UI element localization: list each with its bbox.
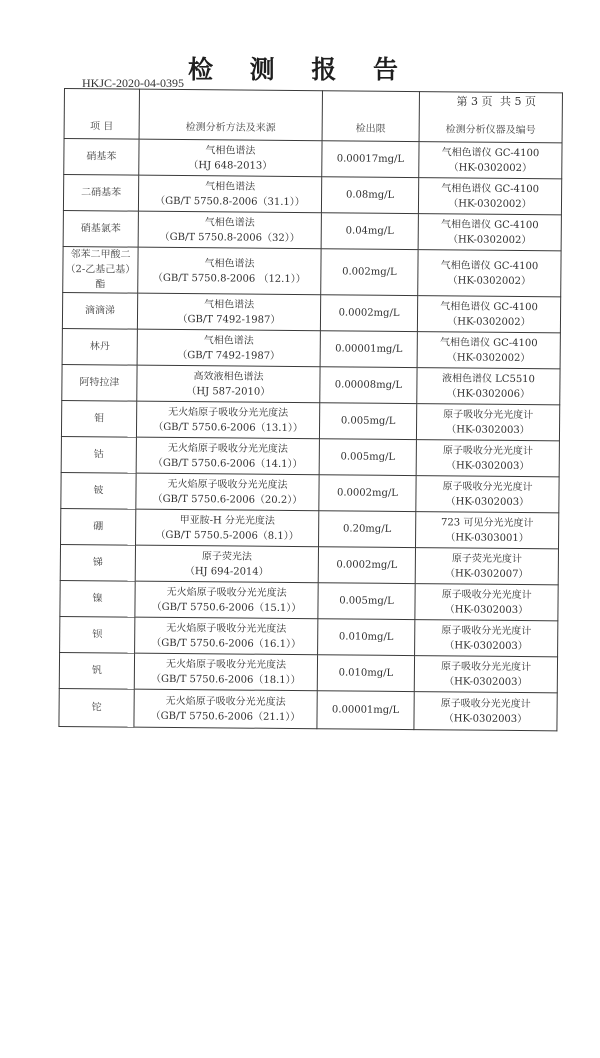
cell-method	[137, 365, 320, 403]
cell-detection-limit: 0.20mg/L	[319, 511, 416, 548]
method-standard: （GB/T 5750.6-2006（15.1））	[151, 601, 302, 614]
page-current: 第 3 页	[456, 95, 493, 108]
method-name: 气相色谱法	[205, 180, 256, 193]
instrument-number: （HK-0302002）	[448, 161, 533, 174]
cell-instrument	[418, 250, 561, 297]
method-standard: （GB/T 5750.6-2006（18.1））	[150, 673, 301, 686]
method-name: 气相色谱法	[205, 144, 256, 157]
instrument-number: （HK-0302003）	[444, 675, 528, 688]
instrument-name: 原子荧光光度计	[451, 552, 522, 565]
cell-method	[138, 211, 321, 249]
table-row	[63, 210, 561, 250]
cell-instrument	[418, 178, 561, 215]
instrument-name: 原子吸收分光光度计	[441, 588, 532, 601]
table-row	[60, 580, 558, 620]
cell-method	[139, 139, 322, 177]
instrument-number: （HK-0302003）	[444, 639, 528, 652]
table-row	[60, 544, 558, 584]
cell-detection-limit: 0.00001mg/L	[320, 331, 417, 368]
cell-method	[138, 175, 321, 213]
report-title: 检 测 报 告	[187, 55, 413, 84]
cell-item: 钼	[61, 400, 136, 437]
cell-detection-limit: 0.00001mg/L	[317, 691, 414, 730]
cell-method	[135, 545, 318, 583]
instrument-name: 液相色谱仪 LC5510	[441, 372, 535, 385]
cell-method	[134, 689, 317, 729]
cell-item: 硼	[61, 508, 136, 545]
method-name: 原子荧光法	[201, 550, 252, 563]
method-name: 无火焰原子吸收分光光度法	[166, 622, 287, 635]
cell-instrument	[416, 476, 559, 513]
method-name: 气相色谱法	[204, 257, 255, 270]
report-number: HKJC-2020-04-0395	[82, 76, 184, 90]
cell-detection-limit: 0.00017mg/L	[322, 141, 419, 178]
page-total: 共 5 页	[500, 95, 536, 108]
instrument-number: （HK-0302002）	[448, 197, 532, 210]
instrument-number: （HK-0302003）	[444, 603, 529, 616]
cell-instrument	[415, 584, 558, 621]
cell-detection-limit: 0.005mg/L	[318, 583, 415, 620]
table-body	[59, 139, 562, 731]
method-standard: （GB/T 5750.6-2006（20.2））	[152, 493, 303, 506]
method-standard: （GB/T 5750.6-2006（21.1））	[150, 710, 301, 723]
instrument-number: （HK-0302003）	[443, 712, 528, 725]
cell-item: 钡	[60, 616, 135, 653]
method-standard: （GB/T 5750.8-2006（32））	[159, 231, 300, 244]
cell-detection-limit: 0.04mg/L	[321, 213, 418, 250]
cell-item: 锑	[60, 544, 135, 581]
table-row	[62, 292, 560, 332]
table-row	[60, 616, 558, 656]
cell-instrument	[416, 440, 559, 477]
method-standard: （GB/T 5750.8-2006（31.1））	[155, 195, 305, 208]
method-name: 无火焰原子吸收分光光度法	[166, 586, 287, 599]
method-standard: （GB/T 5750.6-2006（16.1））	[151, 637, 302, 650]
cell-instrument	[419, 142, 562, 179]
cell-item: 硝基苯	[64, 139, 139, 176]
method-standard: （GB/T 5750.6-2006（14.1））	[152, 457, 303, 470]
cell-item: 铍	[61, 472, 136, 509]
cell-detection-limit: 0.0002mg/L	[318, 547, 415, 584]
cell-item: 滴滴涕	[62, 292, 137, 329]
instrument-number: （HK-0302007）	[445, 567, 529, 580]
method-name: 无火焰原子吸收分光光度法	[168, 406, 289, 419]
instrument-name: 原子吸收分光光度计	[441, 624, 532, 637]
cell-instrument	[414, 656, 557, 693]
instrument-name: 723 可见分光光度计	[441, 516, 534, 529]
column-header-instrument: 检测分析仪器及编号	[419, 92, 562, 143]
instrument-name: 气相色谱仪 GC-4100	[441, 146, 540, 159]
instrument-name: 气相色谱仪 GC-4100	[440, 300, 538, 313]
table-row	[61, 508, 559, 548]
table-row	[64, 139, 562, 179]
instrument-name: 原子吸收分光光度计	[440, 660, 532, 673]
cell-instrument	[416, 404, 559, 441]
instrument-name: 原子吸收分光光度计	[443, 408, 534, 421]
method-name: 无火焰原子吸收分光光度法	[165, 695, 286, 708]
cell-instrument	[415, 548, 558, 585]
column-header-method: 检测分析方法及来源	[139, 89, 322, 141]
cell-instrument	[414, 692, 557, 731]
instrument-name: 气相色谱仪 GC-4100	[441, 182, 540, 195]
method-name: 气相色谱法	[203, 334, 254, 347]
cell-item: 铊	[59, 688, 134, 727]
instrument-name: 气相色谱仪 GC-4100	[440, 259, 539, 272]
table-row	[59, 652, 557, 692]
instrument-name: 原子吸收分光光度计	[440, 697, 531, 710]
instrument-name: 原子吸收分光光度计	[442, 444, 533, 457]
cell-instrument	[415, 620, 558, 657]
instrument-name: 原子吸收分光光度计	[442, 480, 533, 493]
method-standard: （HJ 587-2010）	[186, 385, 271, 398]
instrument-number: （HK-0303001）	[445, 531, 529, 544]
cell-method	[136, 509, 319, 547]
column-header-item: 项 目	[64, 89, 139, 140]
cell-method	[137, 293, 320, 331]
cell-item: 钒	[59, 652, 134, 689]
cell-method	[138, 247, 321, 295]
cell-detection-limit: 0.00008mg/L	[320, 367, 417, 404]
method-name: 高效液相色谱法	[193, 370, 264, 383]
table-row	[62, 364, 560, 404]
instrument-name: 气相色谱仪 GC-4100	[439, 336, 538, 349]
method-standard: （GB/T 7492-1987）	[177, 349, 281, 362]
instrument-number: （HK-0302002）	[447, 315, 531, 328]
instrument-number: （HK-0302002）	[446, 351, 531, 364]
cell-item: 二硝基苯	[63, 175, 138, 212]
method-standard: （HJ 648-2013）	[188, 159, 273, 172]
method-standard: （GB/T 7492-1987）	[177, 313, 281, 326]
cell-detection-limit: 0.002mg/L	[321, 249, 418, 296]
cell-detection-limit: 0.0002mg/L	[319, 475, 416, 512]
method-name: 气相色谱法	[204, 216, 255, 229]
table-row	[63, 175, 561, 215]
instrument-number: （HK-0302003）	[445, 495, 530, 508]
cell-method	[135, 617, 318, 655]
cell-instrument	[417, 332, 560, 369]
cell-method	[136, 473, 319, 511]
instrument-number: （HK-0302006）	[446, 387, 531, 400]
cell-instrument	[418, 214, 561, 251]
test-methods-table	[58, 88, 563, 731]
instrument-number: （HK-0302003）	[445, 459, 530, 472]
cell-instrument	[416, 512, 559, 549]
cell-item: 钴	[61, 436, 136, 473]
method-standard: （GB/T 5750.6-2006（13.1））	[153, 421, 303, 434]
method-name: 甲亚胺-H 分光光度法	[179, 514, 275, 527]
instrument-name: 气相色谱仪 GC-4100	[440, 218, 539, 231]
cell-instrument	[417, 296, 560, 333]
method-name: 气相色谱法	[204, 298, 255, 311]
cell-detection-limit: 0.010mg/L	[318, 619, 415, 656]
table-row	[59, 688, 557, 730]
table-row	[61, 436, 559, 476]
cell-item: 邻苯二甲酸二（2-乙基己基）酯	[63, 246, 138, 293]
cell-method	[136, 401, 319, 439]
cell-detection-limit: 0.005mg/L	[319, 403, 416, 440]
instrument-number: （HK-0302002）	[447, 274, 532, 287]
cell-method	[134, 653, 317, 691]
cell-detection-limit: 0.08mg/L	[321, 177, 418, 214]
cell-item: 硝基氯苯	[63, 210, 138, 247]
cell-item: 镍	[60, 580, 135, 617]
cell-method	[137, 329, 320, 367]
cell-method	[136, 437, 319, 475]
table-row	[62, 328, 560, 368]
table-row	[61, 400, 559, 440]
table-header-row	[64, 89, 562, 143]
method-standard: （GB/T 5750.5-2006（8.1））	[155, 529, 299, 542]
cell-item: 阿特拉津	[62, 364, 137, 401]
method-name: 无火焰原子吸收分光光度法	[167, 478, 288, 491]
instrument-number: （HK-0302003）	[446, 423, 530, 436]
method-name: 无火焰原子吸收分光光度法	[167, 442, 288, 455]
method-standard: （GB/T 5750.8-2006 （12.1））	[152, 272, 306, 285]
method-name: 无火焰原子吸收分光光度法	[165, 658, 287, 671]
column-header-limit: 检出限	[322, 91, 419, 142]
cell-method	[135, 581, 318, 619]
cell-instrument	[417, 368, 560, 405]
table-row	[61, 472, 559, 512]
cell-detection-limit: 0.005mg/L	[319, 439, 416, 476]
instrument-number: （HK-0302002）	[447, 233, 532, 246]
cell-item: 林丹	[62, 328, 137, 365]
cell-detection-limit: 0.010mg/L	[317, 655, 414, 692]
method-standard: （HJ 694-2014）	[184, 565, 269, 578]
cell-detection-limit: 0.0002mg/L	[320, 295, 417, 332]
table-row	[63, 246, 561, 296]
